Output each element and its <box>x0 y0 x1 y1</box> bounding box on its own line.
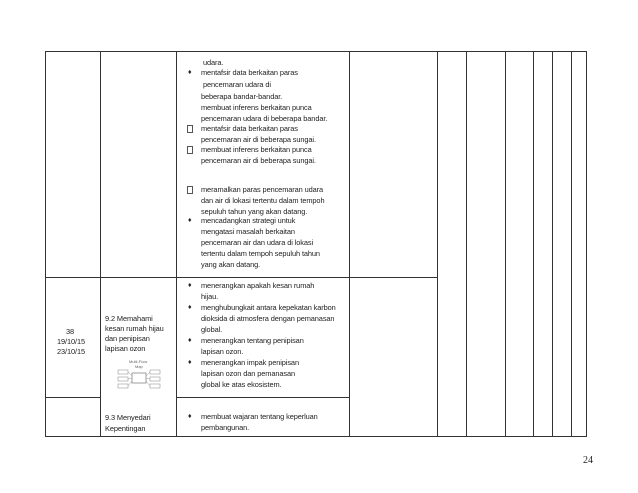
content-line: pencemaran air di beberapa sungai. <box>201 135 316 144</box>
diamond-bullet-icon: ♦ <box>188 359 192 366</box>
content-line: dan air di lokasi tertentu dalam tempoh <box>201 196 325 205</box>
multi-flow-map-diagram <box>116 360 162 396</box>
table-col-divider <box>100 51 101 437</box>
diamond-bullet-icon: ♦ <box>188 413 192 420</box>
content-line: pencemaran udara di beberapa bandar. <box>201 114 328 123</box>
content-line: global. <box>201 325 223 334</box>
content-line: membuat wajaran tentang keperluan <box>201 412 318 421</box>
diamond-bullet-icon: ♦ <box>188 69 192 76</box>
square-bullet-icon <box>187 186 193 194</box>
content-line: global ke atas ekosistem. <box>201 380 282 389</box>
table-col-divider <box>349 51 350 437</box>
standard-title-line: lapisan ozon <box>105 344 146 353</box>
table-row-divider <box>176 397 349 398</box>
content-line: mengatasi masalah berkaitan <box>201 227 295 236</box>
content-line: udara. <box>203 58 224 67</box>
table-col-divider <box>505 51 506 437</box>
square-bullet-icon <box>187 125 193 133</box>
standard-title-line: 9.2 Memahami <box>105 314 153 323</box>
content-line: menghubungkait antara kepekatan karbon <box>201 303 336 312</box>
content-line: membuat inferens berkaitan punca <box>201 145 312 154</box>
table-border-top <box>45 51 587 52</box>
week-date-end: 23/10/15 <box>57 347 85 356</box>
table-col-divider <box>437 51 438 437</box>
diamond-bullet-icon: ♦ <box>188 337 192 344</box>
diamond-bullet-icon: ♦ <box>188 217 192 224</box>
diamond-bullet-icon: ♦ <box>188 282 192 289</box>
page-number: 24 <box>583 455 593 466</box>
content-line: lapisan ozon. <box>201 347 244 356</box>
table-border-left <box>45 51 46 437</box>
content-line: sepuluh tahun yang akan datang. <box>201 207 308 216</box>
content-line: membuat inferens berkaitan punca <box>201 103 312 112</box>
content-line: meramalkan paras pencemaran udara <box>201 185 323 194</box>
content-line: dioksida di atmosfera dengan pemanasan <box>201 314 335 323</box>
multi-flow-map-label: Map <box>135 364 143 369</box>
content-line: mentafsir data berkaitan paras <box>201 124 298 133</box>
multi-flow-map-label: Multi-Flow <box>129 359 148 364</box>
square-bullet-icon <box>187 146 193 154</box>
content-line: mencadangkan strategi untuk <box>201 216 296 225</box>
content-line: pencemaran air dan udara di lokasi <box>201 238 314 247</box>
content-line: beberapa bandar-bandar. <box>201 92 283 101</box>
content-line: pencemaran air di beberapa sungai. <box>201 156 316 165</box>
content-line: pencemaran udara di <box>203 80 271 89</box>
content-line: lapisan ozon dan pemanasan <box>201 369 295 378</box>
content-line: hijau. <box>201 292 219 301</box>
table-border-bottom <box>45 436 587 437</box>
content-line: menerangkan tentang penipisan <box>201 336 304 345</box>
content-line: menerangkan impak penipisan <box>201 358 299 367</box>
table-border-right <box>586 51 587 437</box>
standard-title-line: 9.3 Menyedari <box>105 413 151 422</box>
standard-title-line: Kepentingan <box>105 424 146 433</box>
content-line: menerangkan apakah kesan rumah <box>201 281 315 290</box>
table-col-divider <box>552 51 553 437</box>
content-line: yang akan datang. <box>201 260 261 269</box>
table-col-divider <box>466 51 467 437</box>
table-row-divider <box>45 277 437 278</box>
table-row-divider <box>45 397 101 398</box>
content-line: mentafsir data berkaitan paras <box>201 68 298 77</box>
table-col-divider <box>533 51 534 437</box>
diamond-bullet-icon: ♦ <box>188 304 192 311</box>
table-col-divider <box>176 51 177 437</box>
week-date-start: 19/10/15 <box>57 337 85 346</box>
standard-title-line: kesan rumah hijau <box>105 324 164 333</box>
content-line: pembangunan. <box>201 423 250 432</box>
content-line: tertentu dalam tempoh sepuluh tahun <box>201 249 320 258</box>
week-number: 38 <box>66 327 75 336</box>
standard-title-line: dan penipisan <box>105 334 150 343</box>
table-col-divider <box>571 51 572 437</box>
